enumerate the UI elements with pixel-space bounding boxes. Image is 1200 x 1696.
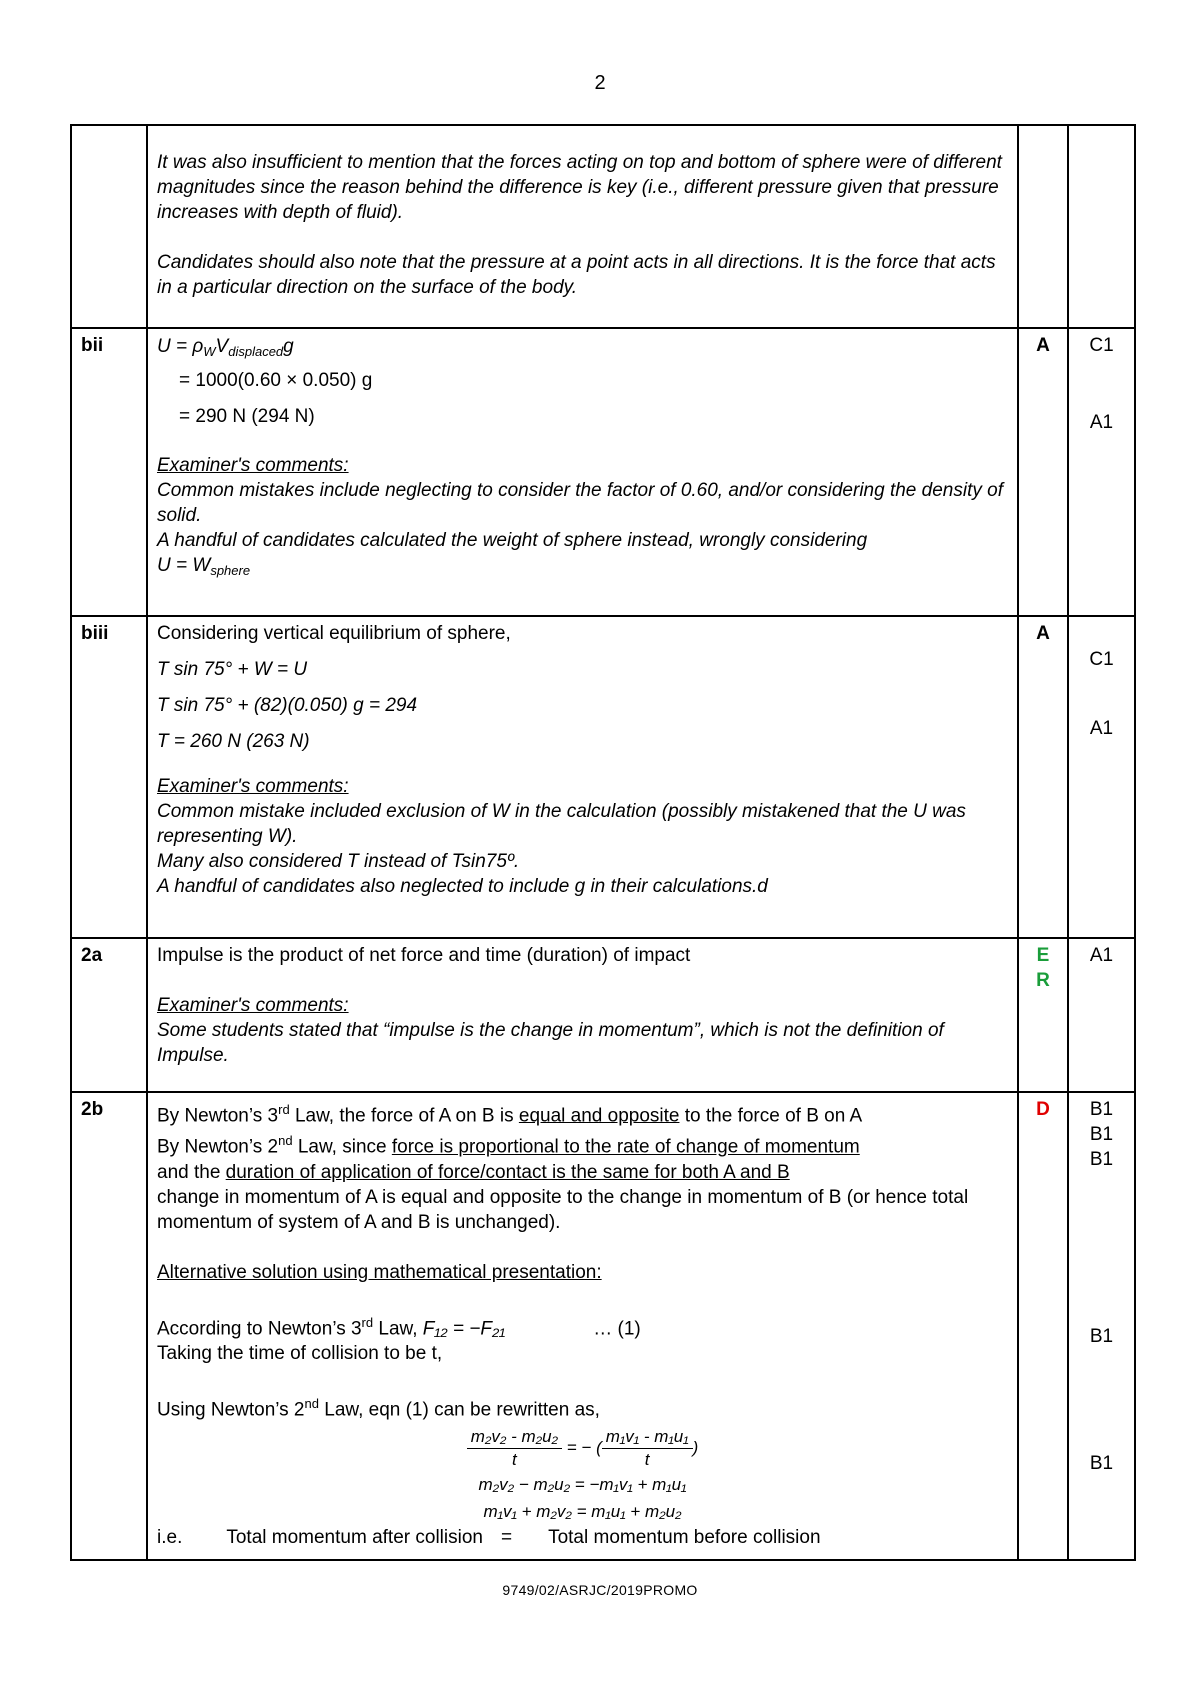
footer-code: 9749/02/ASRJC/2019PROMO <box>502 1582 698 1598</box>
answer-cell <box>147 328 1018 616</box>
examiner-comments-title: Examiner's comments: <box>157 995 349 1016</box>
mark: A1 <box>1089 945 1114 966</box>
page-number: 2 <box>594 72 606 94</box>
mark: B1 <box>1089 1099 1114 1120</box>
mark: A1 <box>1089 412 1114 433</box>
comment-paragraph: Candidates should also note that the pressure at a point acts in all directions. It is the force that acts in a particular direction on the surface of the body. <box>157 252 996 298</box>
answer-text: i.e. Total momentum after collision = Total momentum before collision <box>157 1527 821 1549</box>
alternative-solution-title: Alternative solution using mathematical presentation: <box>157 1261 602 1283</box>
equation-line: = 1000(0.60 × 0.050) g <box>179 370 373 391</box>
answer-cell <box>147 125 1018 328</box>
category-cell: E R <box>1018 938 1068 1092</box>
question-label: 2b <box>71 1092 147 1560</box>
table-row-2a <box>71 938 1135 1092</box>
answer-text: change in momentum of A is equal and opposite to the change in momentum of B (or hence total momentum of system of A and B is unchanged). <box>157 1186 969 1233</box>
question-label: bii <box>71 328 147 616</box>
marks-cell <box>1068 1092 1135 1560</box>
table-row-continuation <box>71 125 1135 328</box>
mark: C1 <box>1089 335 1114 356</box>
examiner-comments-title: Examiner's comments: <box>157 455 349 476</box>
equation-line: m₂v₂ − m₂u₂ = −m₁v₁ + m₁u₁ <box>478 1475 687 1495</box>
mark: B1 <box>1089 1149 1114 1170</box>
question-label: biii <box>71 616 147 938</box>
comment-text: A handful of candidates also neglected to include g in their calculations.d <box>157 876 768 897</box>
mark: B1 <box>1089 1124 1114 1145</box>
answer-text: Considering vertical equilibrium of sphere, <box>157 623 511 644</box>
comment-text: Many also considered T instead of Tsin75º. <box>157 851 520 872</box>
mark: A1 <box>1089 718 1114 739</box>
marks-cell <box>1068 328 1135 616</box>
comment-text: Common mistake included exclusion of W in the calculation (possibly mistakened that the U was representing W). <box>157 801 966 847</box>
answer-text: By Newton’s 3rd Law, the force of A on B is equal and opposite to the force of B on A <box>157 1102 863 1127</box>
marks-cell <box>1068 616 1135 938</box>
mark: B1 <box>1089 1326 1114 1347</box>
equation-line: T sin 75° + (82)(0.050) g = 294 <box>157 695 418 716</box>
examiner-comments-title: Examiner's comments: <box>157 776 349 797</box>
equation-line: $U = \rho_WV_{displaced}g$ <box>157 336 294 359</box>
question-cell <box>71 125 147 328</box>
comment-text: $U = W_{sphere}$ <box>157 555 251 578</box>
comment-text: A handful of candidates calculated the weight of sphere instead, wrongly considering <box>157 530 868 551</box>
answer-text: Taking the time of collision to be t, <box>157 1342 443 1364</box>
fraction-equation: $\frac{\text{m₂v₂ - m₂u₂}}{t}$ = − ( $\frac{\text{m₁v₁ - m₁u₁}}{t}$ ) <box>157 1426 1008 1471</box>
mark: B1 <box>1089 1453 1114 1474</box>
table-row-biii <box>71 616 1135 938</box>
answer-text: Using Newton’s 2nd Law, eqn (1) can be rewritten as, <box>157 1395 600 1421</box>
equation-line: T = 260 N (263 N) <box>157 731 310 752</box>
answer-text: Impulse is the product of net force and time (duration) of impact <box>157 945 691 966</box>
table-row-2b <box>71 1092 1135 1560</box>
answer-cell <box>147 938 1018 1092</box>
equation-line: T sin 75° + W = U <box>157 659 308 680</box>
category-cell: A <box>1018 328 1068 616</box>
category-cell: D <box>1018 1092 1068 1560</box>
answer-text: According to Newton’s 3rd Law, F₁₂ = −F₂₁ … (1) <box>157 1314 641 1339</box>
mark: C1 <box>1089 649 1114 670</box>
answer-text: By Newton’s 2nd Law, since force is proportional to the rate of change of momentum <box>157 1133 860 1158</box>
equation-line: = 290 N (294 N) <box>179 406 315 427</box>
comment-text: Some students stated that “impulse is the change in momentum”, which is not the definition of Impulse. <box>157 1020 944 1066</box>
question-label: 2a <box>71 938 147 1092</box>
comment-paragraph: It was also insufficient to mention that the forces acting on top and bottom of sphere were of different magnitudes since the reason behind the difference is key (i.e., different pressure given that pressure increases with depth of fluid). <box>157 152 1002 223</box>
category-cell <box>1018 125 1068 328</box>
marks-cell <box>1068 938 1135 1092</box>
answer-cell <box>147 1092 1018 1560</box>
equation-line: m₁v₁ + m₂v₂ = m₁u₁ + m₂u₂ <box>483 1502 682 1522</box>
category-cell: A <box>1018 616 1068 938</box>
table-row-bii <box>71 328 1135 616</box>
marks-cell <box>1068 125 1135 328</box>
comment-text: Common mistakes include neglecting to consider the factor of 0.60, and/or considering the density of solid. <box>157 480 1003 526</box>
answer-text: and the duration of application of force/contact is the same for both A and B <box>157 1161 790 1183</box>
mark-scheme-table <box>70 124 1136 1561</box>
answer-cell <box>147 616 1018 938</box>
